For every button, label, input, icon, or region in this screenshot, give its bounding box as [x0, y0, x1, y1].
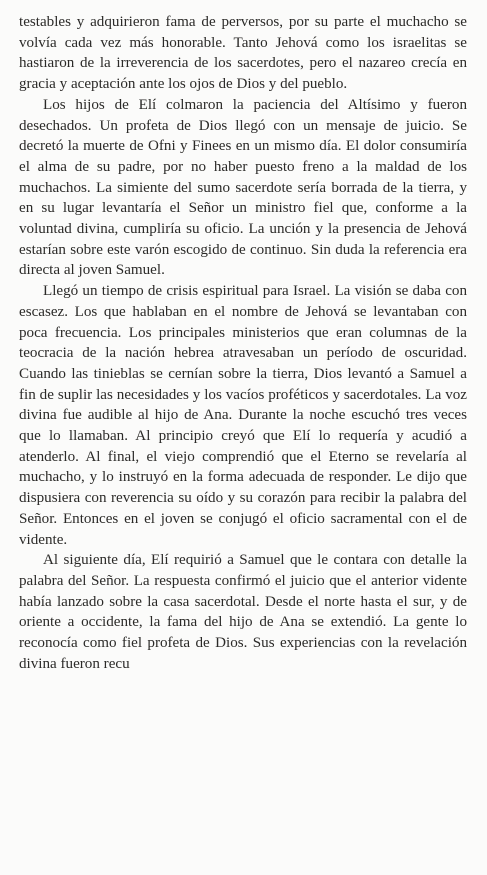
- paragraph-1: testables y adquirieron fama de perversos, por su parte el muchacho se volvía cada vez más honorable. Tanto Jehová como los israelitas se hastiaron de la irreverencia de los sacerdotes, pero el nazareo crecía en gracia y aceptación ante los ojos de Dios y del pueblo.: [19, 14, 467, 93]
- book-page: [19, 12, 467, 675]
- paragraph-2: Los hijos de Elí colmaron la paciencia del Altísimo y fueron desechados. Un profeta de Dios llegó con un mensaje de juicio. Se decretó la muerte de Ofni y Finees en un mismo día. El dolor consumiría el alma de su padre, por no haber puesto freno a la maldad de los muchachos. La simiente del sumo sacerdote sería borrada de la tierra, y en su lugar levantaría el Señor un ministro fiel que, conforme a la voluntad divina, cumpliría su oficio. La unción y la presencia de Jehová estarían sobre este varón escogido de continuo. Sin duda la referencia era directa al joven Samuel.: [19, 96, 467, 279]
- paragraph-3: Llegó un tiempo de crisis espiritual para Israel. La visión se daba con escasez. Los que hablaban en el nombre de Jehová se levantaban con poca frecuencia. Los principales ministerios que eran columnas de la teocracia de la nación hebrea atravesaban un período de oscuridad. Cuando las tinieblas se cernían sobre la tierra, Dios levantó a Samuel a fin de suplir las necesidades y los vacíos proféticos y sacerdotales. La voz divina fue audible al hijo de Ana. Durante la noche escuchó tres veces que lo llamaban. Al principio creyó que Elí lo requería y acudió a atenderlo. Al final, el viejo comprendió que el Eterno se revelaría al muchacho, y lo instruyó en la forma adecuada de responder. Le dijo que dispusiera con reverencia su oído y su corazón para recibir la palabra del Señor. Entonces en el joven se conjugó el oficio sacramental con el de vidente.: [19, 283, 467, 548]
- paragraph-4: Al siguiente día, Elí requirió a Samuel que le contara con detalle la palabra del Señor. La respuesta confirmó el juicio que el anterior vidente había lanzado sobre la casa sacerdotal. Desde el norte hasta el sur, y de oriente a occidente, la fama del hijo de Ana se extendió. La gente lo reconocía como fiel profeta de Dios. Sus experiencias con la revelación divina fueron recu: [19, 552, 467, 672]
